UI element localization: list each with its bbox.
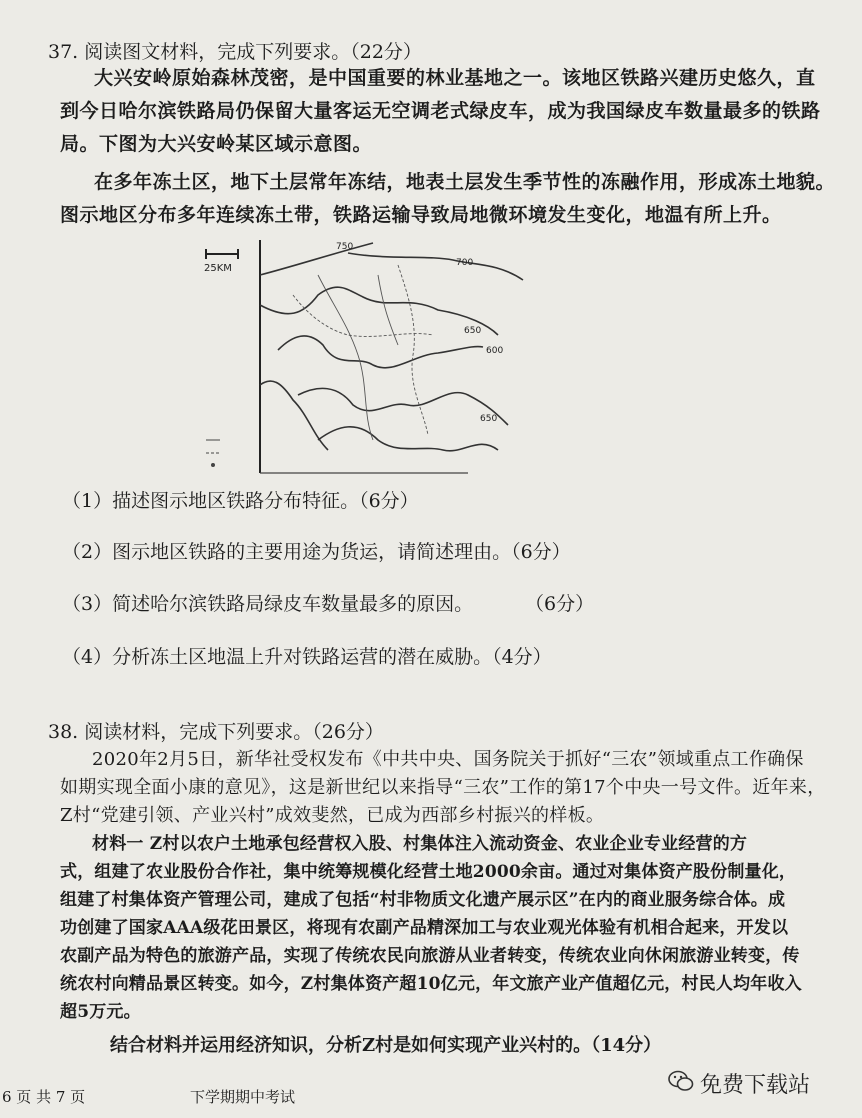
q38-material1-line5: 农副产品为特色的旅游产品，实现了传统农民向旅游从业者转变，传统农业向休闲旅游业转变，传 — [60, 946, 800, 966]
q38-intro-line2: 如期实现全面小康的意见》，这是新世纪以来指导“三农”工作的第17个中央一号文件。近年来， — [60, 777, 826, 798]
q38-material1-line4: 功创建了国家AAA级花田景区，将现有农副产品精深加工与农业观光体验有机相合起来，开发以 — [60, 918, 789, 938]
contour-label-600: 600 — [486, 346, 504, 356]
q38-title: 38. 阅读材料，完成下列要求。（26分） — [48, 721, 384, 743]
q37-sub4: （4）分析冻土区地温上升对铁路运营的潜在威胁。（4分） — [62, 646, 552, 668]
map-scale-bar — [204, 249, 238, 274]
q37-sub3-score: （6分） — [525, 593, 595, 615]
q37-para2-line2: 图示地区分布多年连续冻土带，铁路运输导致局地微环境发生变化，地温有所上升。 — [60, 204, 782, 226]
contour-label-700: 700 — [456, 258, 474, 268]
q38-task: 结合材料并运用经济知识，分析Z村是如何实现产业兴村的。（14分） — [110, 1035, 662, 1056]
map-legend — [206, 440, 220, 467]
q37-para2-line1: 在多年冻土区，地下土层常年冻结，地表土层发生季节性的冻融作用，形成冻土地貌。 — [94, 171, 836, 193]
map-svg — [198, 235, 528, 480]
contour-label-650b: 650 — [480, 414, 498, 424]
q37-title: 37. 阅读图文材料，完成下列要求。（22分） — [48, 41, 422, 63]
q37-sub1: （1）描述图示地区铁路分布特征。（6分） — [62, 490, 419, 512]
q38-material1-line1: 材料一 Z村以农户土地承包经营权入股、村集体注入流动资金、农业企业专业经营的方 — [92, 834, 748, 854]
contour-label-650: 650 — [464, 326, 482, 336]
q37-para1-line3: 局。下图为大兴安岭某区域示意图。 — [60, 133, 373, 155]
wechat-icon — [668, 1068, 694, 1094]
footer-page-number: 6 页 共 7 页 — [2, 1088, 86, 1106]
q38-material1-line3: 组建了村集体资产管理公司，建成了包括“村非物质文化遗产展示区”在内的商业服务综合体。成 — [60, 890, 786, 910]
footer-exam-name: 下学期期中考试 — [190, 1088, 296, 1106]
q37-para1-line1: 大兴安岭原始森林茂密，是中国重要的林业基地之一。该地区铁路兴建历史悠久，直 — [94, 67, 816, 89]
contour-label-750: 750 — [336, 242, 354, 252]
watermark-text: 免费下载站 — [700, 1073, 811, 1098]
q37-sub2: （2）图示地区铁路的主要用途为货运，请简述理由。（6分） — [62, 541, 571, 563]
q38-intro-line1: 2020年2月5日，新华社受权发布《中共中央、国务院关于抓好“三农”领域重点工作确保 — [92, 749, 804, 770]
q38-material1-line7: 超5万元。 — [60, 1002, 141, 1022]
daxinganling-region-map — [198, 235, 528, 480]
q38-material1-line2: 式，组建了农业股份合作社，集中统筹规模化经营土地2000余亩。通过对集体资产股份制量化， — [60, 862, 797, 882]
q38-material1-line6: 统农村向精品景区转变。如今，Z村集体资产超10亿元，年文旅产业产值超亿元，村民人均年收入 — [60, 974, 802, 994]
q37-para1-line2: 到今日哈尔滨铁路局仍保留大量客运无空调老式绿皮车，成为我国绿皮车数量最多的铁路 — [60, 100, 821, 122]
q37-sub3: （3）简述哈尔滨铁路局绿皮车数量最多的原因。 — [62, 593, 474, 615]
q38-intro-line3: Z村“党建引领、产业兴村”成效斐然，已成为西部乡村振兴的样板。 — [60, 805, 605, 826]
map-scale-label: 25KM — [204, 263, 232, 274]
